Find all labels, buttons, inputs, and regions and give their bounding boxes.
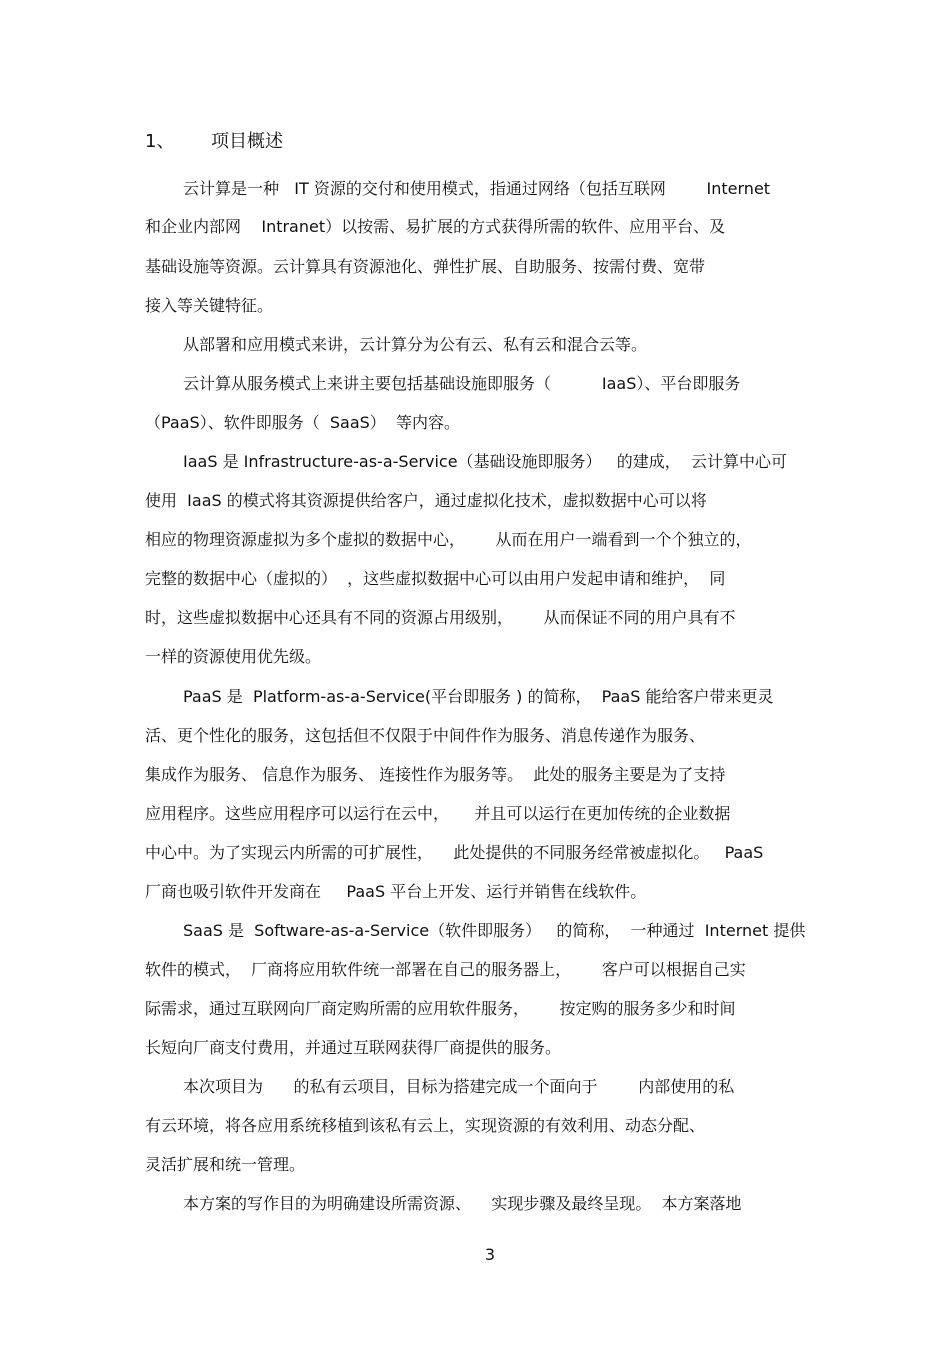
text-line: 基础设施等资源。云计算具有资源池化、弹性扩展、自助服务、按需付费、宽带 <box>145 257 706 276</box>
text-line: 应用程序。这些应用程序可以运行在云中， 并且可以运行在更加传统的企业数据 <box>145 804 731 823</box>
text-line: 一样的资源使用优先级。 <box>145 647 322 666</box>
text-line: 活、更个性化的服务，这包括但不仅限于中间件作为服务、消息传递作为服务、 <box>145 726 706 745</box>
text-line: 和企业内部网 Intranet）以按需、易扩展的方式获得所需的软件、应用平台、及 <box>145 217 726 236</box>
text-line: 本次项目为 的私有云项目，目标为搭建完成一个面向于 内部使用的私 <box>183 1077 735 1096</box>
text-line: 时，这些虚拟数据中心还具有不同的资源占用级别， 从而保证不同的用户具有不 <box>145 608 736 627</box>
text-line: 集成作为服务、 信息作为服务、 连接性作为服务等。 此处的服务主要是为了支持 <box>145 765 726 784</box>
text-line: 厂商也吸引软件开发商在 PaaS 平台上开发、运行并销售在线软件。 <box>145 882 647 901</box>
text-line: IaaS 是 Infrastructure-as-a-Service（基础设施即服务） 的建成， 云计算中心可 <box>183 452 787 471</box>
text-line: 云计算是一种 IT 资源的交付和使用模式，指通过网络（包括互联网 Internet <box>183 179 771 198</box>
text-line: 软件的模式， 厂商将应用软件统一部署在自己的服务器上， 客户可以根据自己实 <box>145 960 746 979</box>
text-line: 中心中。为了实现云内所需的可扩展性， 此处提供的不同服务经常被虚拟化。 PaaS <box>145 843 764 862</box>
text-line: 相应的物理资源虚拟为多个虚拟的数据中心， 从而在用户一端看到一个个独立的， <box>145 530 752 549</box>
section-number: 1、 <box>145 131 175 152</box>
text-line: 有云环境，将各应用系统移植到该私有云上，实现资源的有效利用、动态分配、 <box>145 1116 706 1135</box>
text-line: 际需求，通过互联网向厂商定购所需的应用软件服务， 按定购的服务多少和时间 <box>145 999 736 1018</box>
text-line: 完整的数据中心（虚拟的） ，这些虚拟数据中心可以由用户发起申请和维护， 同 <box>145 569 726 588</box>
text-line: 接入等关键特征。 <box>145 296 274 315</box>
page-number: 3 <box>484 1245 496 1264</box>
text-line: 本方案的写作目的为明确建设所需资源、 实现步骤及最终呈现。 本方案落地 <box>183 1194 742 1213</box>
text-line: PaaS 是 Platform-as-a-Service(平台即服务 ) 的简称， PaaS 能给客户带来更灵 <box>183 687 774 706</box>
text-line: 长短向厂商支付费用，并通过互联网获得厂商提供的服务。 <box>145 1038 562 1057</box>
section-title: 项目概述 <box>211 131 283 152</box>
section-heading <box>145 128 283 156</box>
text-line: 从部署和应用模式来讲，云计算分为公有云、私有云和混合云等。 <box>183 335 648 354</box>
text-line: （PaaS）、软件即服务（ SaaS） 等内容。 <box>145 413 460 432</box>
text-line: 灵活扩展和统一管理。 <box>145 1155 306 1174</box>
text-line: SaaS 是 Software-as-a-Service（软件即服务） 的简称， 一种通过 Internet 提供 <box>183 921 806 940</box>
text-line: 云计算从服务模式上来讲主要包括基础设施即服务（ IaaS）、平台即服务 <box>183 374 741 393</box>
text-line: 使用 IaaS 的模式将其资源提供给客户，通过虚拟化技术，虚拟数据中心可以将 <box>145 491 707 510</box>
